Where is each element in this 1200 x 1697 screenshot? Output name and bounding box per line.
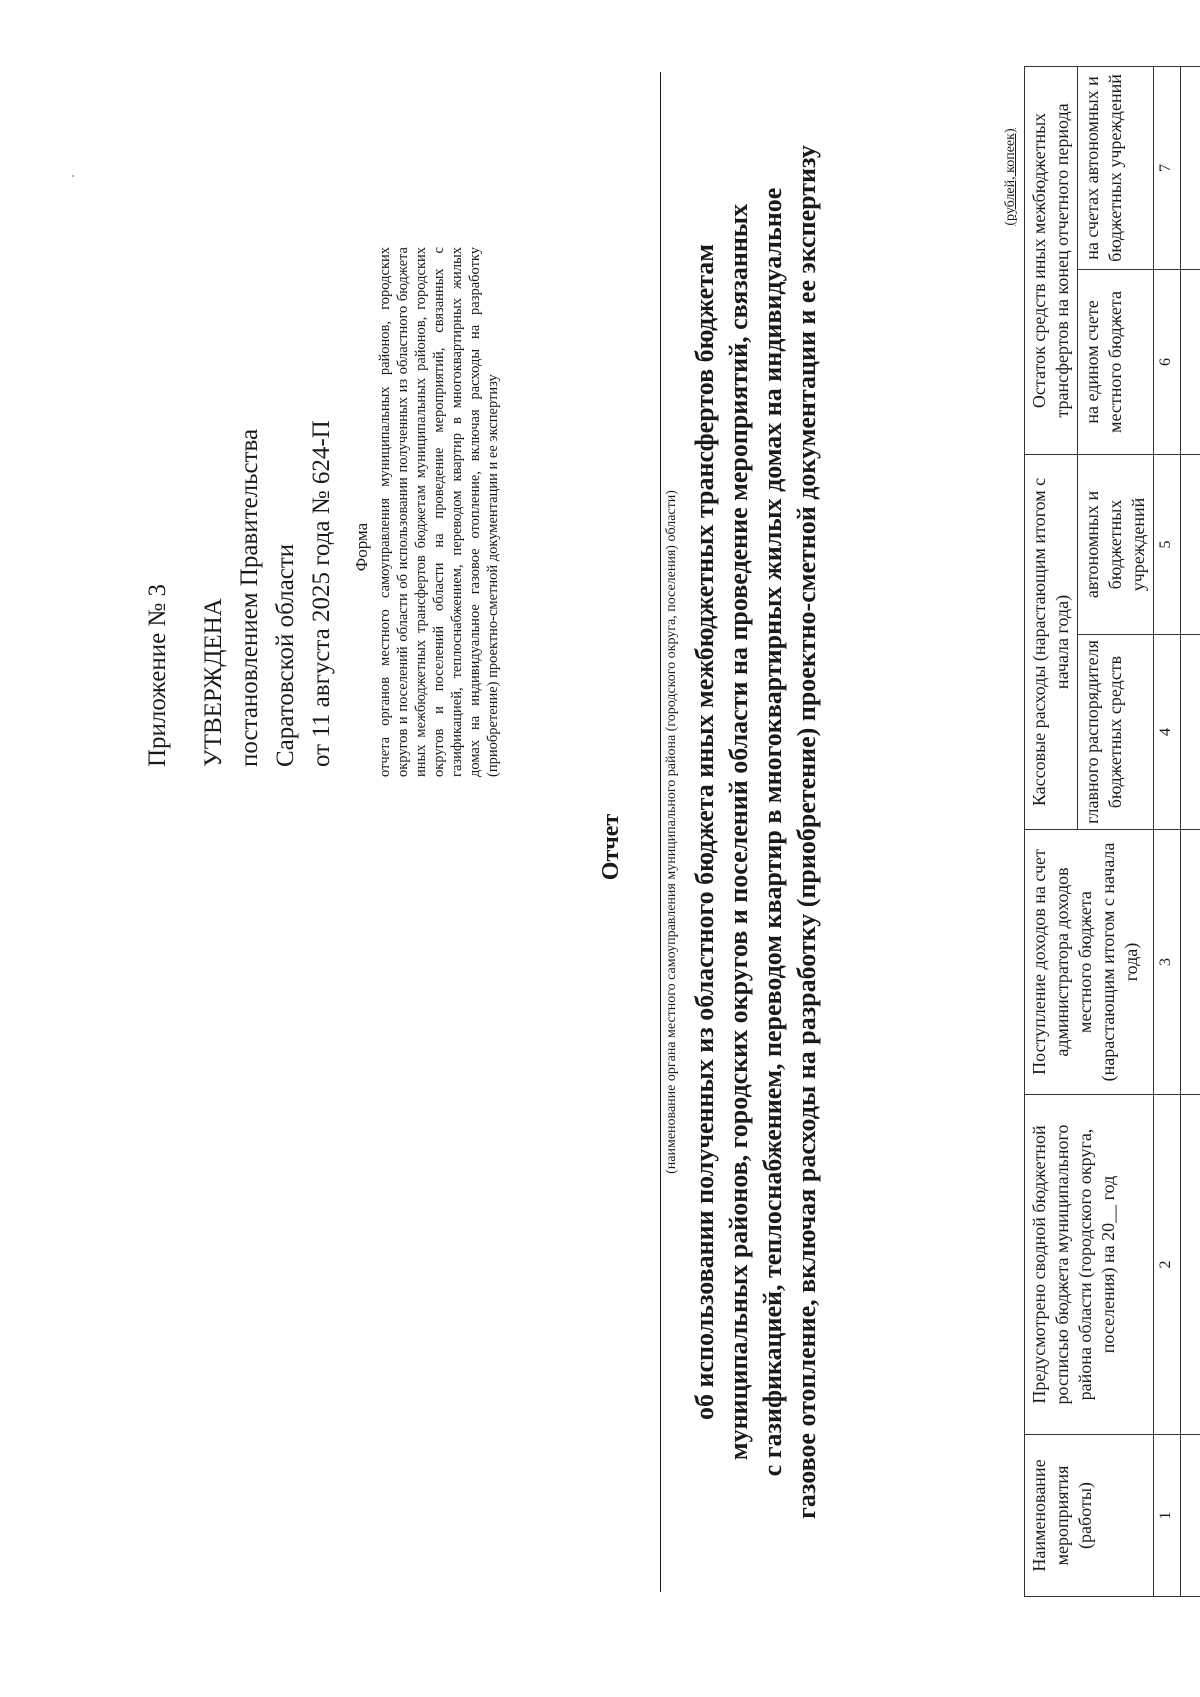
header-col-2: Предусмотрено сводной бюджетной росписью бюджета муниципального района области (городского округа, поселения) на 20__ год (1025, 1095, 1154, 1435)
report-title: Отчет (598, 813, 624, 881)
table-cell (1181, 454, 1200, 634)
table-row (1181, 66, 1200, 1596)
column-number: 2 (1154, 1095, 1181, 1435)
table-cell (1181, 635, 1200, 830)
table-cell (1181, 830, 1200, 1095)
table-cell (1181, 1095, 1200, 1435)
table-header-row (1025, 66, 1078, 1596)
header-col-4: главного распорядителя бюджетных средств (1078, 635, 1154, 830)
unit-label: (рублей, копеек) (1003, 128, 1018, 226)
header-balance: Остаток средств иных межбюджетных трансфертов на конец отчетного периода (1025, 66, 1078, 454)
header-col-6: на едином счете местного бюджета (1078, 269, 1154, 454)
header-col-1: Наименование мероприятия (работы) (1025, 1435, 1154, 1597)
approval-block (140, 327, 340, 767)
report-subject-line: с газификацией, теплоснабжением, переводом квартир в многоквартирных жилых домах на индивидуальное (758, 187, 787, 1477)
approval-by: постановлением Правительства (236, 428, 263, 767)
report-subject-line: муниципальных районов, городских округов и поселений области на проведение мероприятий, связанных (724, 203, 753, 1461)
report-subject (688, 57, 824, 1607)
scan-speck (72, 175, 74, 177)
column-number-row (1154, 66, 1181, 1596)
header-col-5: автономных и бюджетных учреждений (1078, 454, 1154, 634)
approval-date: от 11 августа 2025 года № 624-П (308, 420, 335, 767)
org-name-line (660, 72, 661, 1592)
approval-region: Саратовской области (272, 543, 299, 767)
column-number: 1 (1154, 1435, 1181, 1597)
form-label: Форма (352, 522, 371, 572)
table-cell (1181, 269, 1200, 454)
table-cell (1181, 1435, 1200, 1597)
column-number: 6 (1154, 269, 1181, 454)
header-col-7: на счетах автономных и бюджетных учреждений (1078, 66, 1154, 269)
form-description: отчета органов местного самоуправления муниципальных районов, городских округов и поселений области об использовании полученных из областного бюджета иных межбюджетных трансфертов бюджетам муниципальных районов, городских округов и поселений области на проведение мероприятий, связанных с газификацией, теплоснабжением, переводом квартир в многоквартирных жилых домах на индивидуальное газовое отопление, включая расходы на разработку (приобретение) проектно-сметной документации и ее экспертизу (377, 247, 501, 777)
approval-status: УТВЕРЖДЕНА (200, 598, 227, 767)
appendix-number: Приложение № 3 (144, 583, 171, 767)
column-number: 3 (1154, 830, 1181, 1095)
table-cell (1181, 66, 1200, 269)
org-name-caption: (наименование органа местного самоуправления муниципального района (городского округа, поселения) области) (664, 490, 679, 1174)
report-subject-line: об использовании полученных из областного бюджета иных межбюджетных трансфертов бюджетам (690, 243, 719, 1421)
report-subject-line: газовое отопление, включая расходы на разработку (приобретение) проектно-сметной документации и ее экспертизу (792, 145, 821, 1519)
report-table (1024, 66, 1200, 1597)
column-number: 5 (1154, 454, 1181, 634)
column-number: 4 (1154, 635, 1181, 830)
header-col-3: Поступление доходов на счет администратора доходов местного бюджета (нарастающим итогом с начала года) (1025, 830, 1154, 1095)
column-number: 7 (1154, 66, 1181, 269)
header-cash-expenses: Кассовые расходы (нарастающим итогом с начала года) (1025, 454, 1078, 829)
